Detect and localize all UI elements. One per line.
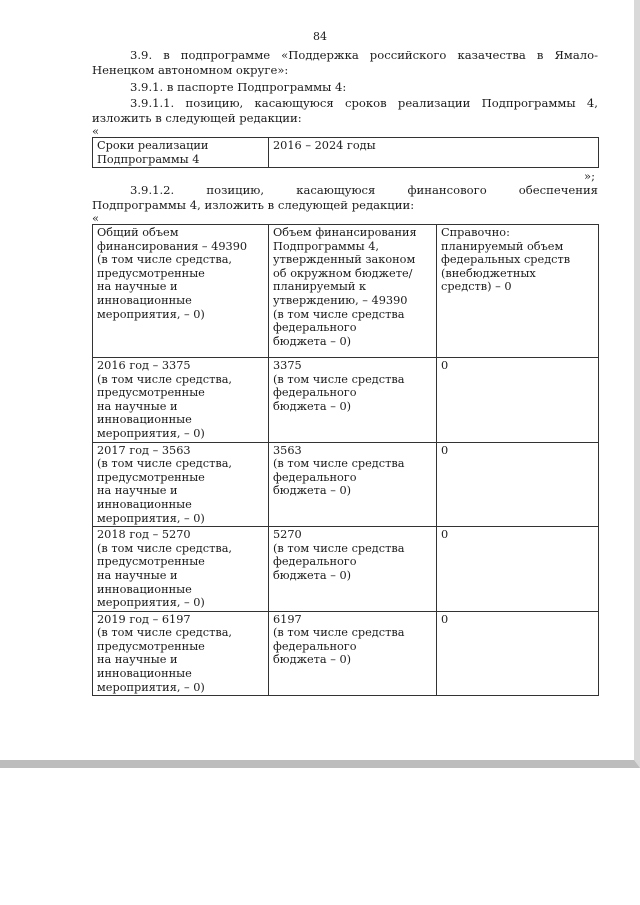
paragraph-3-9-line2: Ненецком автономном округе»: [92,63,289,77]
table-row [93,442,599,527]
financing-table-body [93,225,599,696]
year-total-cell: 2018 год – 5270 (в том числе средства, предусмотренные на научные и инновационные мероприятия, – 0) [93,527,269,612]
year-federal-cell: 0 [437,358,599,443]
paragraph-3-9-1: 3.9.1. в паспорте Подпрограммы 4: [130,80,347,94]
year-budget-cell: 5270 (в том числе средства федерального бюджета – 0) [269,527,437,612]
total-financing-cell: Общий объем финансирования – 49390 (в том числе средства, предусмотренные на научные и инновационные мероприятия, – 0) [93,225,269,358]
paragraph-3-9-1-1-line2: изложить в следующей редакции: [92,111,302,125]
year-total-cell: 2019 год – 6197 (в том числе средства, предусмотренные на научные и инновационные мероприятия, – 0) [93,611,269,696]
timeline-value-cell: 2016 – 2024 годы [269,138,599,168]
year-budget-cell: 3563 (в том числе средства федерального бюджета – 0) [269,442,437,527]
year-budget-cell: 6197 (в том числе средства федерального бюджета – 0) [269,611,437,696]
year-total-cell: 2017 год – 3563 (в том числе средства, предусмотренные на научные и инновационные мероприятия, – 0) [93,442,269,527]
year-total-cell: 2016 год – 3375 (в том числе средства, предусмотренные на научные и инновационные мероприятия, – 0) [93,358,269,443]
year-federal-cell: 0 [437,527,599,612]
table-row [93,225,599,358]
paragraph-3-9-1-2-line1: 3.9.1.2. позицию, касающуюся финансового обеспечения [130,183,598,197]
table-row [93,527,599,612]
federal-reference-cell: Справочно: планируемый объем федеральных средств (внебюджетных средств) – 0 [437,225,599,358]
year-federal-cell: 0 [437,442,599,527]
table-row [93,138,599,168]
budget-financing-cell: Объем финансирования Подпрограммы 4, утвержденный законом об окружном бюджете/ планируемый к утверждению, – 49390 (в том числе средства федерального бюджета – 0) [269,225,437,358]
paragraph-3-9-1-1-line1: 3.9.1.1. позицию, касающуюся сроков реализации Подпрограммы 4, [130,96,598,110]
open-quote-2: « [92,211,100,225]
year-federal-cell: 0 [437,611,599,696]
table-row [93,358,599,443]
paragraph-3-9-line1: 3.9. в подпрограмме «Поддержка российского казачества в Ямало- [130,48,598,62]
page-number: 84 [313,30,327,43]
close-quote-1: »; [584,169,595,183]
table-row [93,611,599,696]
open-quote-1: « [92,124,100,138]
timeline-table [92,137,599,168]
financing-table [92,224,599,696]
timeline-label-cell: Сроки реализации Подпрограммы 4 [93,138,269,168]
paragraph-3-9-1-2-line2: Подпрограммы 4, изложить в следующей редакции: [92,198,415,212]
year-budget-cell: 3375 (в том числе средства федерального бюджета – 0) [269,358,437,443]
